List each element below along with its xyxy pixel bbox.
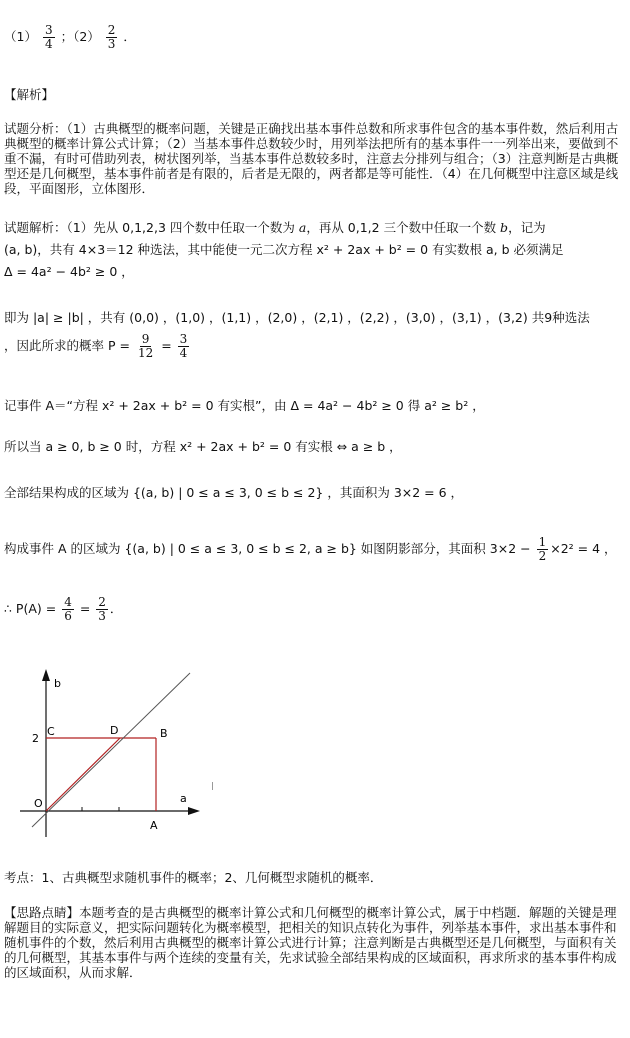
kaodian-line: 考点：1、古典概型求随机事件的概率；2、几何概型求随机的概率． [4,870,383,885]
solution-text: ． [109,601,123,616]
solution-line-1 [4,218,546,236]
solution-text: ，因此所求的概率 P = [4,338,134,353]
math-var: b [500,220,509,235]
solution-line-8: 全部结果构成的区域为 {(a, b) | 0 ≤ a ≤ 3, 0 ≤ b ≤ 2} ，其面积为 3×2 = 6 ， [4,485,464,500]
fraction-denominator: 3 [98,609,106,623]
solution-line-7: 所以当 a ≥ 0, b ≥ 0 时，方程 x² + 2ax + b² = 0 有实根 ⇔ a ≥ b ， [4,439,402,454]
fraction-numerator: 9 [141,332,150,346]
answer-separator: ；（2） [60,29,100,44]
solution-text: ×2² = 4 ， [550,541,617,556]
fraction-numerator: 3 [179,332,188,346]
analysis-paragraph: 试题分析：（1）古典概型的概率问题，关键是正确找出基本事件总数和所求事件包含的基本事件数，然后利用古典概型的概率计算公式计算；（2）当基本事件总数较少时，用列举法把所有的基本事件一一列举出来，要做到不重不漏，有时可借助列表，树状图列举，当基本事件总数较多时，注意去分排列与组合；（3）注意判断是古典概型还是几何概型，基本事件前者是有限的，后者是无限的，两者都是等可能性．（4）在几何概型中注意区域是线段，平面图形，立体图形． [4,121,619,196]
label-O: O [34,797,43,810]
fraction-denominator: 6 [64,609,72,623]
fraction-numerator: 2 [98,595,106,609]
math-var: a [298,220,307,235]
solution-line-2: (a, b)，共有 4×3＝12 种选法，其中能使一元二次方程 x² + 2ax + b² = 0 有实数根 a, b 必须满足 [4,242,564,257]
fraction-denominator: 3 [107,37,116,51]
fraction [178,333,190,360]
label-A: A [150,819,158,832]
fraction [537,536,549,563]
fraction [96,596,108,623]
label-C: C [47,725,55,738]
answer-line [4,24,136,51]
fraction-numerator: 4 [64,595,72,609]
solution-line-10 [4,596,122,623]
solution-text: ，记为 [508,220,546,235]
answer-fraction-2 [106,24,118,51]
silu-paragraph: 【思路点睛】本题考查的是古典概型的概率计算公式和几何概型的概率计算公式，属于中档题．解题的关键是理解题目的实际意义，把实际问题转化为概率模型，把相关的知识点转化为事件，列举基本事件，求出基本事件和随机事件的个数，然后利用古典概型的概率计算公式进行计算；注意判断是古典概型还是几何概型，与面积有关的几何概型，其基本事件与两个连续的变量有关，先求试验全部结果构成的区域面积，再求所求的基本事件构成的区域面积，从而求解． [4,905,617,980]
fraction [62,596,74,623]
answer-fraction-1 [43,24,55,51]
a-axis-arrow-icon [188,807,200,815]
fraction [136,333,155,360]
solution-text: 构成事件 A 的区域为 {(a, b) | 0 ≤ a ≤ 3, 0 ≤ b ≤ 2, a ≥ b} 如图阴影部分，其面积 3×2 − [4,541,535,556]
solution-line-9 [4,536,617,563]
figure-mark [212,782,213,790]
answer-part1-label: （1） [4,29,37,44]
solution-line-3: Δ = 4a² − 4b² ≥ 0 ， [4,264,134,279]
fraction-numerator: 3 [44,23,53,37]
label-D: D [110,724,119,737]
solution-text: ，再从 0,1,2 三个数中任取一个数 [306,220,501,235]
fraction-denominator: 2 [538,549,547,563]
label-B: B [160,727,168,740]
fraction-denominator: 4 [179,346,188,360]
equals: = [75,601,95,616]
answer-end: ． [123,29,136,44]
solution-text: ∴ P(A) = [4,601,61,616]
fraction-denominator: 12 [137,346,154,360]
label-a: a [180,792,187,805]
b-axis-arrow-icon [42,669,50,681]
section-heading-jiexi: 【解析】 [4,87,55,102]
fraction-numerator: 2 [107,23,116,37]
solution-line-5 [4,333,191,360]
region-figure [10,665,220,845]
solution-text: 试题解析：（1）先从 0,1,2,3 四个数中任取一个数为 [4,220,299,235]
equals: = [157,338,176,353]
fraction-denominator: 4 [44,37,53,51]
label-b: b [54,677,61,690]
solution-line-4: 即为 |a| ≥ |b| ，共有 (0,0) ，(1,0) ，(1,1) ，(2,0) ，(2,1) ，(2,2) ，(3,0) ，(3,1) ，(3,2) 共9种选法 [4,310,590,325]
line-a-equals-b [32,673,190,827]
solution-line-6: 记事件 A＝“方程 x² + 2ax + b² = 0 有实根”，由 Δ = 4a² − 4b² ≥ 0 得 a² ≥ b² ， [4,398,485,413]
shaded-boundary-od [46,738,120,811]
label-2: 2 [32,732,39,745]
fraction-numerator: 1 [538,535,547,549]
